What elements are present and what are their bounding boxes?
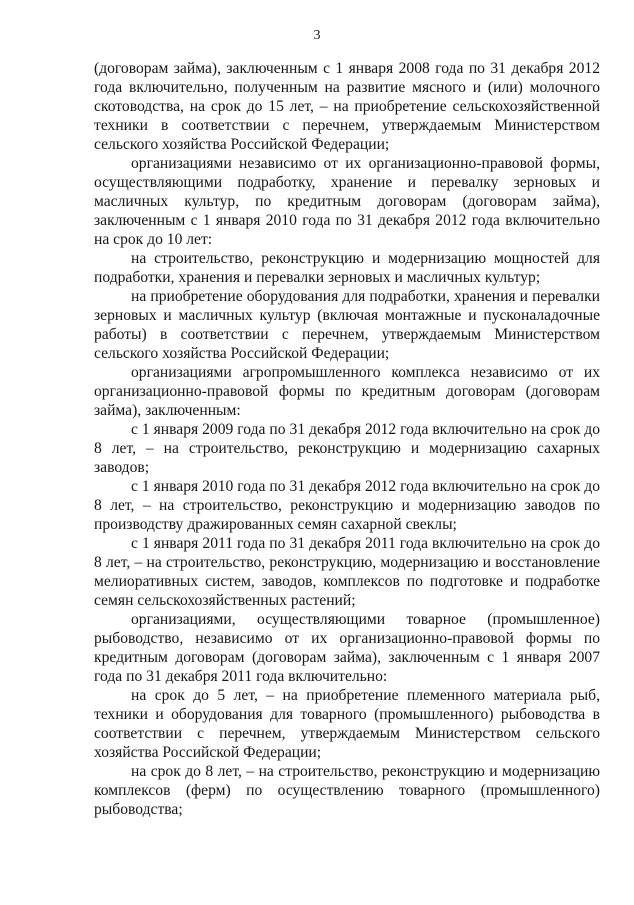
paragraph-beet-seed-plants: с 1 января 2010 года по 31 декабря 2012 года включительно на срок до 8 лет, – на строительство, реконструкцию и модернизацию заводов по производству дражированных семян сахарной свеклы; (94, 478, 600, 533)
paragraph-fish-breeding-material: на срок до 5 лет, – на приобретение племенного материала рыб, техники и оборудования для товарного (промышленного) рыбоводства в соответствии с перечнем, утверждаемым Министерством сельского хозяйства Российской Федерации; (94, 687, 600, 761)
paragraph-agro-organizations: организациями агропромышленного комплекса независимо от их организационно-правовой формы по кредитным договорам (договорам займа), заключенным: (94, 364, 600, 419)
paragraph-melioration: с 1 января 2011 года по 31 декабря 2011 года включительно на срок до 8 лет, – на строительство, реконструкцию, модернизацию и восстановление мелиоративных систем, заводов, комплексов по подготовке и подработке семян сельскохозяйственных растений; (94, 535, 600, 609)
paragraph-grain-equipment: на приобретение оборудования для подработки, хранения и перевалки зерновых и масличных культур (включая монтажные и пусконаладочные работы) в соответствии с перечнем, утверждаемым Министерством сельского хозяйства Российской Федерации; (94, 288, 600, 362)
paragraph-continued: (договорам займа), заключенным с 1 января 2008 года по 31 декабря 2012 года включительно, полученным на развитие мясного и (или) молочного скотоводства, на срок до 15 лет, – на приобретение сельскохозяйственной техники в соответствии с перечнем, утверждаемым Министерством сельского хозяйства Российской Федерации; (94, 60, 600, 153)
paragraph-fish-farm-construction: на срок до 8 лет, – на строительство, реконструкцию и модернизацию комплексов (ферм) по осуществлению товарного (промышленного) рыбоводства; (94, 763, 600, 818)
paragraph-grain-organizations: организациями независимо от их организационно-правовой формы, осуществляющими подработку, хранение и перевалку зерновых и масличных культур, по кредитным договорам (договорам займа), заключенным с 1 января 2010 года по 31 декабря 2012 года включительно на срок до 10 лет: (94, 155, 600, 248)
paragraph-sugar-plants: с 1 января 2009 года по 31 декабря 2012 года включительно на срок до 8 лет, – на строительство, реконструкцию и модернизацию сахарных заводов; (94, 421, 600, 476)
paragraph-grain-construction: на строительство, реконструкцию и модернизацию мощностей для подработки, хранения и перевалки зерновых и масличных культур; (94, 250, 600, 286)
document-body (94, 59, 600, 819)
page-number: 3 (313, 28, 321, 43)
paragraph-fish-farming-organizations: организациями, осуществляющими товарное (промышленное) рыбоводство, независимо от их организационно-правовой формы по кредитным договорам (договорам займа), заключенным с 1 января 2007 года по 31 декабря 2011 года включительно: (94, 611, 600, 685)
